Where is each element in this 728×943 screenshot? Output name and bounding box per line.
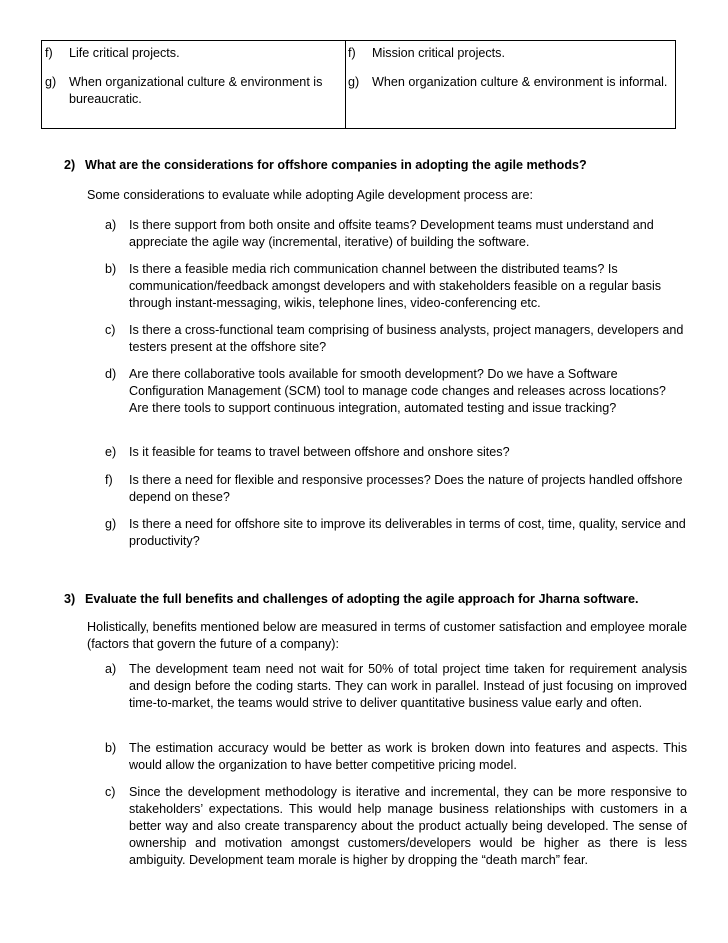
list-item [105,661,687,712]
list-text: Is there a feasible media rich communication channel between the distributed teams? Is communication/feedback amongst developers and with stakeholders feasible on a regular basis through instant-messaging, wikis, telephone lines, video-conferencing etc. [129,262,662,310]
list-item [105,740,687,774]
table-list-item [45,45,345,62]
list-text: The estimation accuracy would be better as work is broken down into features and aspects. This would allow the organization to have better competitive pricing model. [129,741,687,772]
list-marker: b) [105,262,117,276]
list-text: Is there a need for flexible and responsive processes? Does the nature of projects handled offshore depend on these? [129,473,683,504]
table-list-item [45,74,345,108]
list-item [105,261,687,312]
list-marker: f) [348,46,356,60]
list-text: Is there support from both onsite and offsite teams? Development teams must understand and appreciate the agile way (incremental, iterative) of building the software. [129,218,654,249]
list-marker: g) [45,75,57,89]
list-text: Is there a cross-functional team comprising of business analysts, project managers, developers and testers present at the offshore site? [129,323,684,354]
list-text: When organizational culture & environment is bureaucratic. [69,75,323,106]
list-marker: a) [105,662,117,676]
list-item [105,366,687,417]
list-text: Mission critical projects. [372,46,505,60]
question-2-heading [64,157,704,174]
question-number: 2) [64,158,76,172]
list-item [105,322,687,356]
table-right-column [346,41,675,128]
list-marker: c) [105,323,116,337]
list-text: Life critical projects. [69,46,180,60]
question-2-intro: Some considerations to evaluate while adopting Agile development process are: [87,188,533,202]
question-3-heading [64,591,704,608]
list-item [105,217,687,251]
list-text: Is there a need for offshore site to improve its deliverables in terms of cost, time, quality, service and productivity? [129,517,686,548]
list-marker: a) [105,218,117,232]
table-list-item [348,45,675,62]
list-marker: g) [348,75,360,89]
question-3-intro: Holistically, benefits mentioned below are measured in terms of customer satisfaction and employee morale (factors that govern the future of a company): [87,620,687,651]
list-text: The development team need not wait for 50% of total project time taken for requirement analysis and design before the coding starts. They can work in parallel. Instead of just focusing on improved time-to-market, the teams would strive to deliver quantitative business value early and often. [129,662,687,710]
question-text: Evaluate the full benefits and challenges of adopting the agile approach for Jharna software. [85,592,639,606]
list-text: When organization culture & environment is informal. [372,75,668,89]
list-text: Are there collaborative tools available for smooth development? Do we have a Software Configuration Management (SCM) tool to manage code changes and releases across locations? Are there tools to support continuous integration, automated testing and issue tracking? [129,367,666,415]
list-item [105,784,687,869]
list-text: Is it feasible for teams to travel between offshore and onshore sites? [129,445,510,459]
list-item [105,472,687,506]
list-marker: f) [45,46,53,60]
list-marker: e) [105,445,117,459]
list-item [105,444,687,461]
table-left-column [42,41,346,128]
list-marker: c) [105,785,116,799]
question-number: 3) [64,592,76,606]
list-marker: d) [105,367,117,381]
comparison-table [41,40,676,129]
list-marker: f) [105,473,113,487]
list-text: Since the development methodology is iterative and incremental, they can be more responsive to stakeholders’ expectations. This would help manage business relationships with customers in a better way and also create transparency about the product actually being developed. The sense of ownership and motivation amongst customers/developers would be higher as there is less ambiguity. Development team morale is higher by dropping the “death march” fear. [129,785,687,867]
table-list-item [348,74,675,91]
list-item [105,516,687,550]
list-marker: g) [105,517,117,531]
question-text: What are the considerations for offshore companies in adopting the agile methods? [85,158,587,172]
list-marker: b) [105,741,117,755]
